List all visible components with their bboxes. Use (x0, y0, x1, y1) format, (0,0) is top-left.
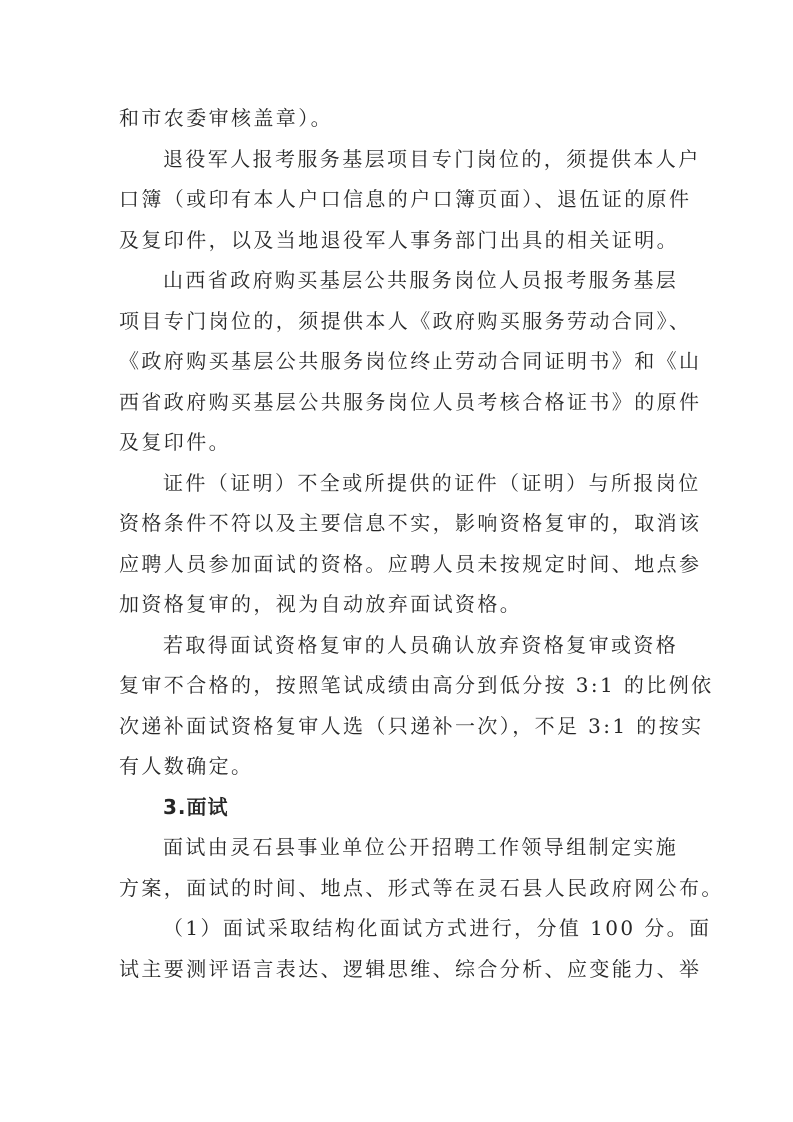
text-line-20: 方案，面试的时间、地点、形式等在灵石县人民政府网公布。 (119, 875, 724, 900)
text-line-7: 《政府购买基层公共服务岗位终止劳动合同证明书》和《山 (119, 349, 702, 373)
text-line-14: 若取得面试资格复审的人员确认放弃资格复审或资格 (163, 632, 679, 657)
text-line-21: （1）面试采取结构化面试方式进行，分值 100 分。面 (163, 916, 712, 940)
document-body (119, 98, 724, 989)
text-line-5: 山西省政府购买基层公共服务岗位人员报考服务基层 (163, 268, 679, 292)
text-line-19: 面试由灵石县事业单位公开招聘工作领导组制定实施 (163, 835, 679, 859)
text-line-3: 口簿（或印有本人户口信息的户口簿页面）、退伍证的原件 (119, 187, 692, 211)
text-line-11: 资格条件不符以及主要信息不实，影响资格复审的，取消该 (119, 511, 702, 535)
text-line-2: 退役军人报考服务基层项目专门岗位的，须提供本人户 (163, 146, 701, 171)
section-heading: 3.面试 (163, 794, 229, 819)
text-line-16: 次递补面试资格复审人选（只递补一次），不足 3:1 的按实 (119, 713, 704, 738)
text-line-12: 应聘人员参加面试的资格。应聘人员未按规定时间、地点参 (119, 551, 702, 576)
text-line-9: 及复印件。 (119, 430, 231, 454)
text-line-6: 项目专门岗位的，须提供本人《政府购买服务劳动合同》、 (119, 308, 692, 333)
text-line-8: 西省政府购买基层公共服务岗位人员考核合格证书》的原件 (119, 389, 702, 414)
text-line-4: 及复印件，以及当地退役军人事务部门出具的相关证明。 (119, 227, 679, 252)
text-line-22: 试主要测评语言表达、逻辑思维、综合分析、应变能力、举 (119, 956, 702, 981)
text-line-1: 和市农委审核盖章）。 (119, 106, 333, 130)
text-line-10: 证件（证明）不全或所提供的证件（证明）与所报岗位 (163, 470, 701, 495)
text-line-15: 复审不合格的，按照笔试成绩由高分到低分按 3:1 的比例依 (119, 673, 714, 697)
text-line-17: 有人数确定。 (119, 754, 254, 778)
text-line-13: 加资格复审的，视为自动放弃面试资格。 (119, 592, 523, 616)
